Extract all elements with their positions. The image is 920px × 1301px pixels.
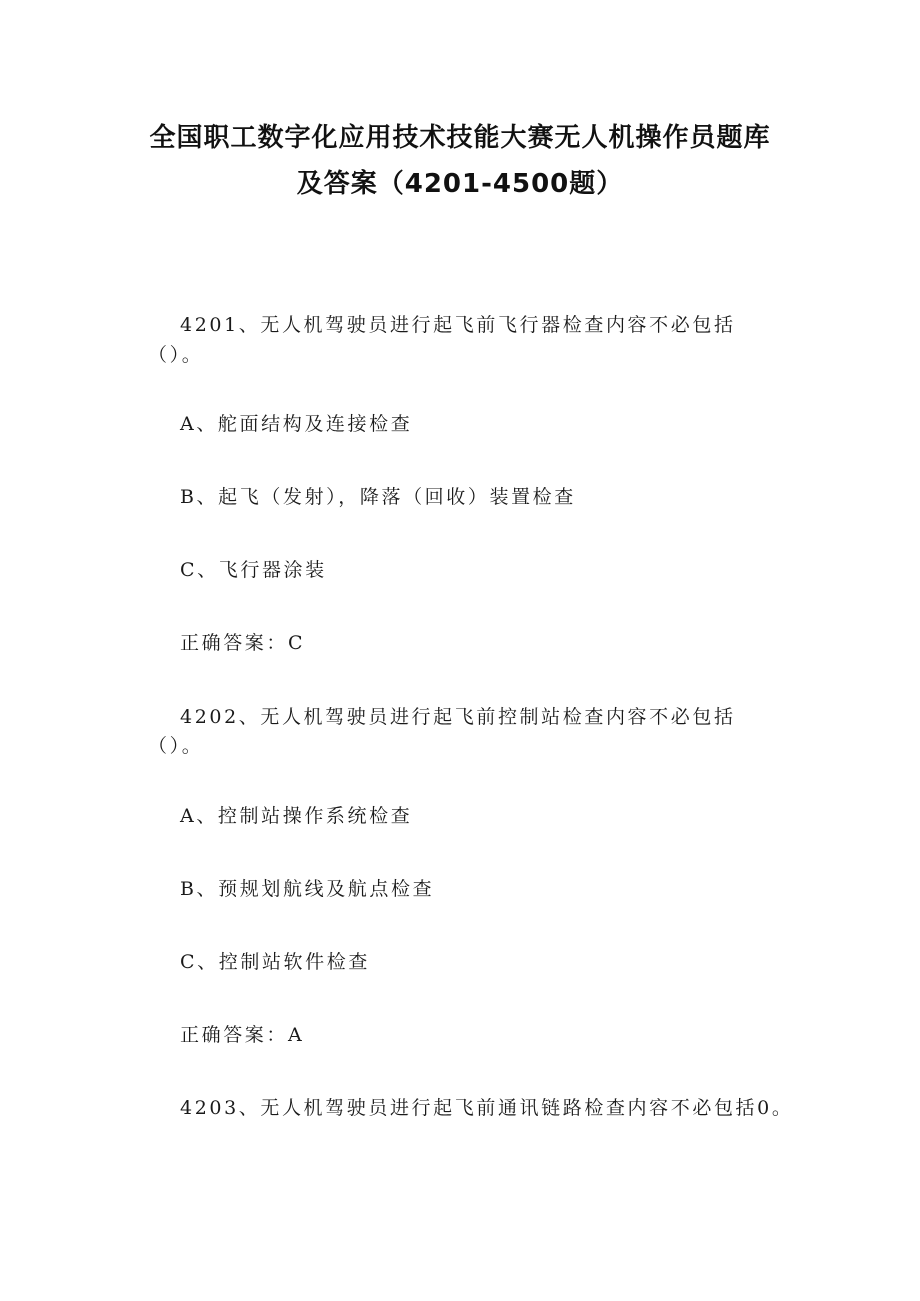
question-4202-option-c: C、控制站软件检查 bbox=[180, 951, 370, 973]
question-4203-stem: 4203、无人机驾驶员进行起飞前通讯链路检查内容不必包括0。 bbox=[180, 1097, 794, 1119]
question-4202-answer: 正确答案：A bbox=[180, 1024, 305, 1046]
question-4202-option-a: A、控制站操作系统检查 bbox=[180, 805, 413, 827]
question-4201-option-c: C、飞行器涂装 bbox=[180, 559, 327, 581]
question-4202-option-b: B、预规划航线及航点检查 bbox=[180, 878, 435, 900]
question-4202-stem-continued: （）。 bbox=[148, 735, 204, 757]
question-4201-answer: 正确答案：C bbox=[180, 632, 306, 654]
question-4201-stem: 4201、无人机驾驶员进行起飞前飞行器检查内容不必包括 bbox=[180, 314, 736, 336]
document-title-line-1: 全国职工数字化应用技术技能大赛无人机操作员题库 bbox=[149, 123, 771, 153]
question-4202-stem: 4202、无人机驾驶员进行起飞前控制站检查内容不必包括 bbox=[180, 706, 736, 728]
document-title-line-2: 及答案（4201-4500题） bbox=[296, 169, 624, 199]
question-4201-option-b: B、起飞（发射），降落（回收）装置检查 bbox=[180, 486, 576, 508]
question-4201-option-a: A、舵面结构及连接检查 bbox=[180, 413, 413, 435]
question-4201-stem-continued: （）。 bbox=[148, 344, 204, 366]
